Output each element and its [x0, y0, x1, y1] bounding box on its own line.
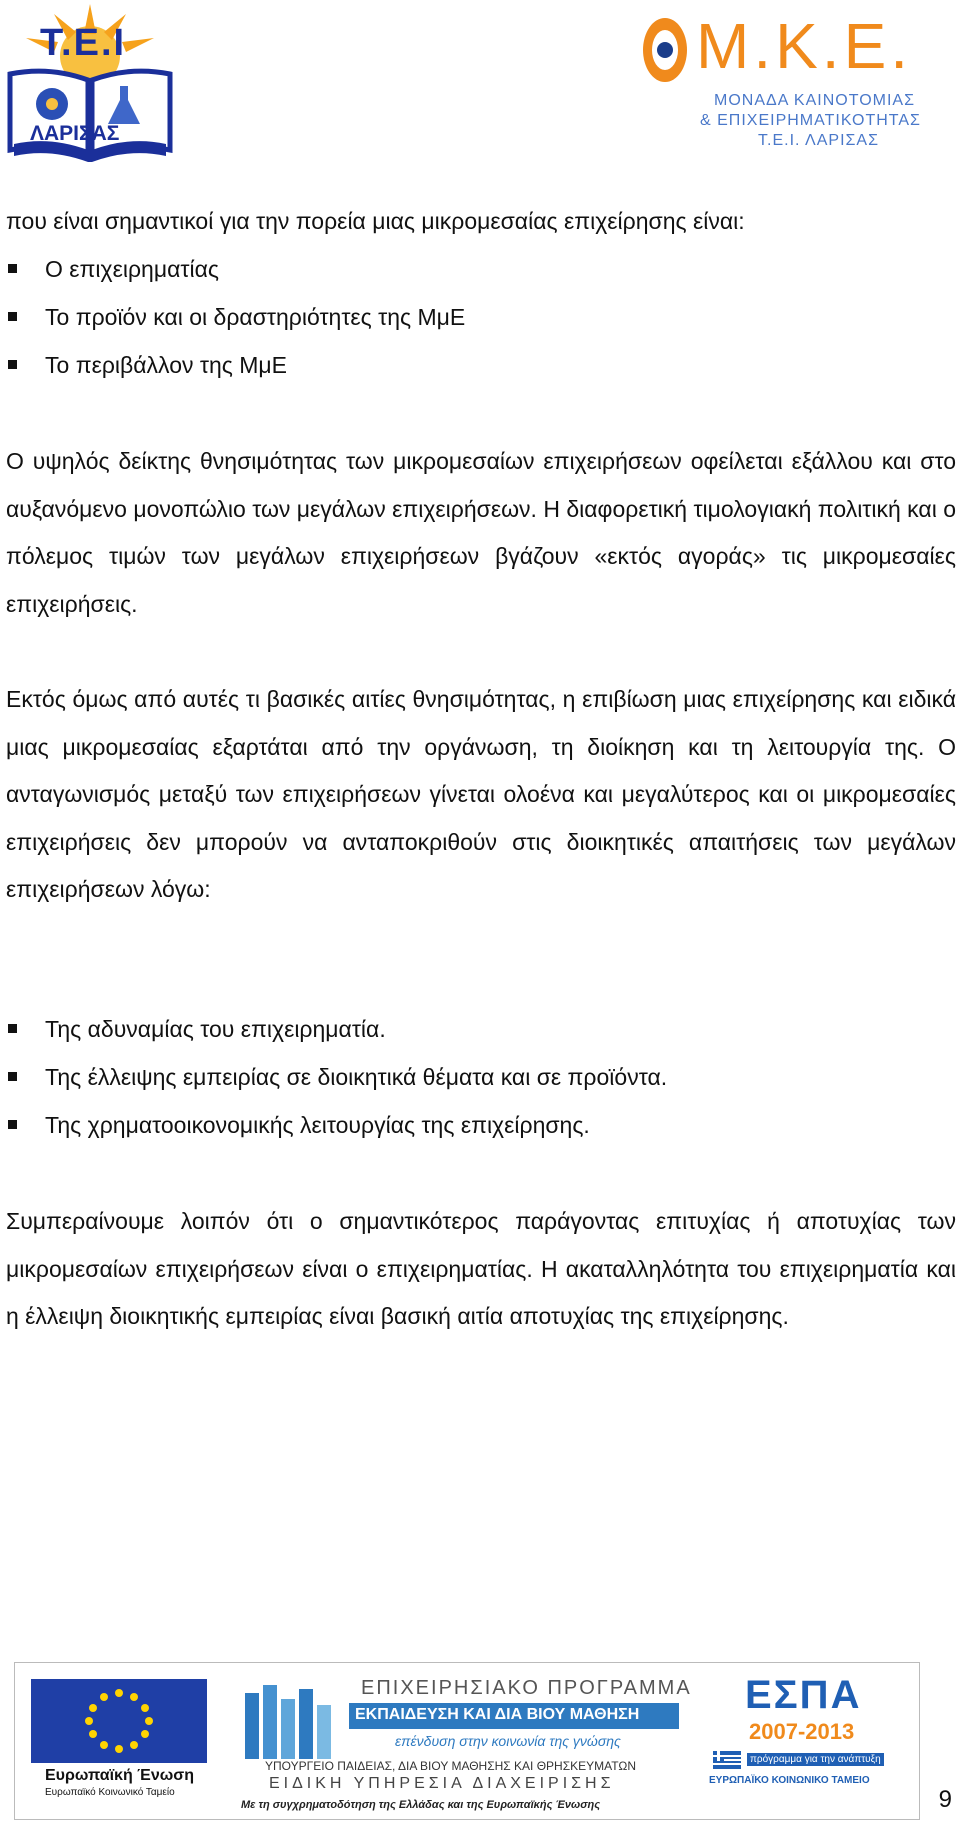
- program-subtitle-text: ΕΚΠΑΙΔΕΥΣΗ ΚΑΙ ΔΙΑ ΒΙΟΥ ΜΑΘΗΣΗ: [355, 1706, 640, 1723]
- bullet-square-icon: [8, 1024, 17, 1033]
- cofunding-label: Με τη συγχρηματοδότηση της Ελλάδας και της Ευρωπαϊκής Ένωσης: [241, 1799, 601, 1811]
- paragraph-conclusion: Συμπεραίνουμε λοιπόν ότι ο σημαντικότερος παράγοντας επιτυχίας ή αποτυχίας των μικρομεσαίων επιχειρήσεων είναι ο επιχειρηματίας. Η ακαταλληλότητα του επιχειρηματία και η έλλειψη διοικητικής εμπειρίας είναι βασική αιτία αποτυχίας της επιχείρησης.: [6, 1208, 956, 1329]
- bullet-square-icon: [8, 312, 17, 321]
- ministry-label: ΥΠΟΥΡΓΕΙΟ ΠΑΙΔΕΙΑΣ, ΔΙΑ ΒΙΟΥ ΜΑΘΗΣΗΣ ΚΑΙ ΘΡΗΣΚΕΥΜΑΤΩΝ: [265, 1759, 637, 1773]
- intro-line: που είναι σημαντικοί για την πορεία μιας μικρομεσαίας επιχείρησης είναι:: [6, 208, 745, 234]
- program-logo: [241, 1675, 692, 1813]
- factor-text: Το προϊόν και οι δραστηριότητες της ΜμΕ: [45, 304, 466, 330]
- mke-logo-line2: & ΕΠΙΧΕΙΡΗΜΑΤΙΚΟΤΗΤΑΣ: [700, 112, 921, 129]
- paragraph-mortality: Ο υψηλός δείκτης θνησιμότητας των μικρομεσαίων επιχειρήσεων οφείλεται εξάλλου και στο αυξανόμενο μονοπώλιο των μεγάλων επιχειρήσεων. Η διαφορετική τιμολογιακή πολιτική και ο πόλεμος τιμών των μεγάλων επιχειρήσεων βγάζουν «εκτός αγοράς» τις μικρομεσαίες επιχειρήσεις.: [6, 448, 956, 617]
- bullet-square-icon: [8, 360, 17, 369]
- factor-item: [6, 352, 287, 379]
- paragraph-survival: Εκτός όμως από αυτές τι βασικές αιτίες θνησιμότητας, η επιβίωση μιας επιχείρησης και ειδικά μιας μικρομεσαίας εξαρτάται από την οργάνωση, τη διοίκηση και τη λειτουργία της. Ο ανταγωνισμός μεταξύ των επιχειρήσεων γίνεται ολοένα και μεγαλύτερος και οι μικρομεσαίες επιχειρήσεις δεν μπορούν να ανταποκριθούν στις διοικητικές απαιτήσεις των μεγάλων επιχειρήσεων λόγω:: [6, 686, 956, 902]
- espa-title: ΕΣΠΑ: [745, 1673, 862, 1717]
- tei-larisas-logo: [4, 4, 176, 164]
- mke-logo-title: Μ.Κ.Ε.: [696, 10, 913, 82]
- reason-text: Της χρηματοοικονομικής λειτουργίας της επιχείρησης.: [45, 1112, 590, 1138]
- page-number: 9: [938, 1786, 952, 1813]
- reason-item: [6, 1112, 590, 1139]
- factor-item: [6, 304, 465, 331]
- mke-logo-line1: ΜΟΝΑΔΑ ΚΑΙΝΟΤΟΜΙΑΣ: [714, 92, 915, 109]
- eu-fund-label: Ευρωπαϊκό Κοινωνικό Ταμείο: [45, 1787, 175, 1798]
- espa-fund: ΕΥΡΩΠΑΪΚΟ ΚΟΙΝΩΝΙΚΟ ΤΑΜΕΙΟ: [709, 1775, 870, 1786]
- factor-text: Ο επιχειρηματίας: [45, 256, 219, 282]
- greek-flag-icon: [713, 1751, 741, 1769]
- program-subtitle: [349, 1703, 679, 1729]
- reason-item: [6, 1016, 386, 1043]
- mke-logo-line3: Τ.Ε.Ι. ΛΑΡΙΣΑΣ: [758, 132, 879, 149]
- program-title: ΕΠΙΧΕΙΡΗΣΙΑΚΟ ΠΡΟΓΡΑΜΜΑ: [361, 1677, 692, 1699]
- espa-years: 2007-2013: [749, 1719, 855, 1744]
- program-slogan: επένδυση στην κοινωνία της γνώσης: [395, 1733, 621, 1749]
- bullet-square-icon: [8, 264, 17, 273]
- espa-slogan: πρόγραμμα για την ανάπτυξη: [747, 1753, 884, 1766]
- factor-item: [6, 256, 219, 283]
- bullet-square-icon: [8, 1120, 17, 1129]
- tei-logo-top-text: Τ.Ε.Ι: [40, 22, 127, 64]
- tei-logo-bottom-text: ΛΑΡΙΣΑΣ: [30, 122, 120, 145]
- funding-banner: [14, 1662, 920, 1820]
- eu-label: Ευρωπαϊκή Ένωση: [45, 1767, 194, 1784]
- reason-item: [6, 1064, 667, 1091]
- espa-logo: [705, 1673, 905, 1793]
- eu-flag: [31, 1679, 207, 1797]
- reason-text: Της έλλειψης εμπειρίας σε διοικητικά θέματα και σε προϊόντα.: [45, 1064, 668, 1090]
- service-label: ΕΙΔΙΚΗ ΥΠΗΡΕΣΙΑ ΔΙΑΧΕΙΡΙΣΗΣ: [269, 1775, 615, 1792]
- mke-logo: [640, 10, 956, 160]
- reason-text: Της αδυναμίας του επιχειρηματία.: [45, 1016, 386, 1042]
- factor-text: Το περιβάλλον της ΜμΕ: [45, 352, 287, 378]
- bullet-square-icon: [8, 1072, 17, 1081]
